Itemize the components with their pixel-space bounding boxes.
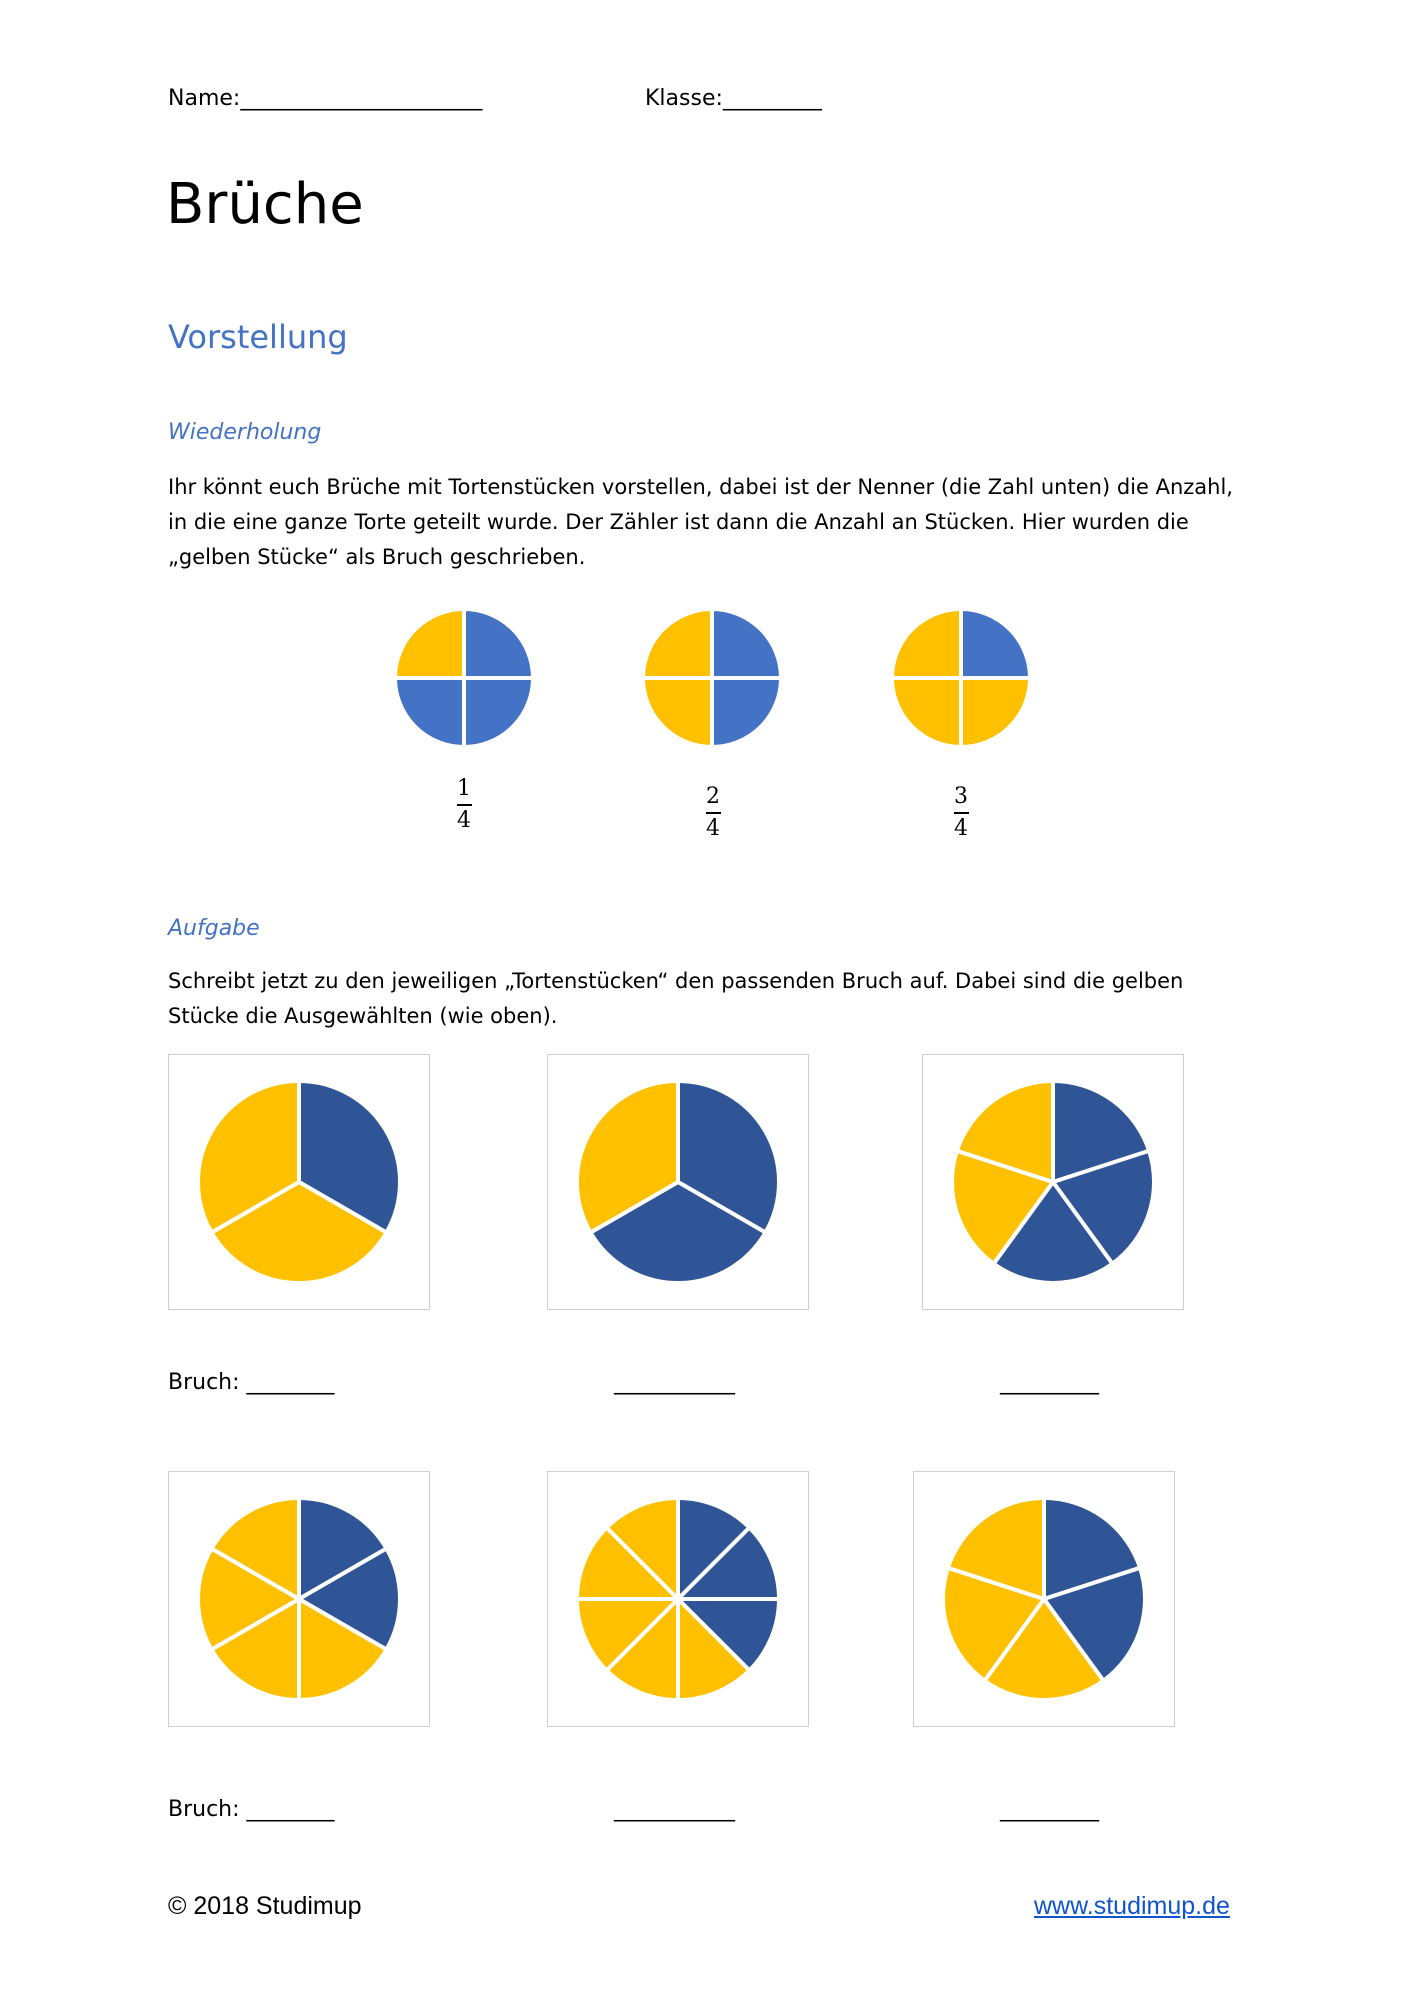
task-paragraph bbox=[168, 964, 1288, 1034]
fraction-bar bbox=[954, 812, 969, 814]
task-line: Stücke die Ausgewählten (wie oben). bbox=[168, 1004, 558, 1028]
task-pie-box bbox=[547, 1054, 809, 1310]
example-fraction bbox=[931, 784, 991, 842]
pie-slice-yellow bbox=[961, 678, 1030, 747]
example-pie-chart bbox=[890, 607, 1032, 749]
answer-blank[interactable]: Bruch: ________ bbox=[168, 1797, 335, 1822]
task-pie-chart bbox=[548, 1472, 808, 1726]
pie-slice-yellow bbox=[643, 678, 712, 747]
task-line: Schreibt jetzt zu den jeweiligen „Tortenstücken“ den passenden Bruch auf. Dabei sind die gelben bbox=[168, 969, 1184, 993]
pie-slice-yellow bbox=[892, 609, 961, 678]
fraction-denominator: 4 bbox=[457, 808, 471, 833]
footer-copyright: © 2018 Studimup bbox=[168, 1892, 362, 1920]
task-pie-chart bbox=[548, 1055, 808, 1309]
fraction-denominator: 4 bbox=[706, 816, 720, 841]
fraction-bar bbox=[457, 804, 472, 806]
fraction-bar bbox=[706, 812, 721, 814]
pie-slice-yellow bbox=[892, 678, 961, 747]
pie-slice-yellow bbox=[395, 609, 464, 678]
task-pie-box bbox=[168, 1054, 430, 1310]
class-field-label: Klasse:_________ bbox=[645, 86, 822, 111]
task-pie-chart bbox=[169, 1472, 429, 1726]
task-pie-chart bbox=[923, 1055, 1183, 1309]
task-pie-chart bbox=[169, 1055, 429, 1309]
section-heading: Vorstellung bbox=[168, 318, 348, 356]
fraction-numerator: 1 bbox=[457, 776, 471, 801]
fraction-numerator: 3 bbox=[954, 784, 968, 809]
pie-slice-blue bbox=[712, 678, 781, 747]
answer-blank[interactable]: ___________ bbox=[614, 1370, 735, 1395]
pie-slice-blue bbox=[395, 678, 464, 747]
example-pie-chart bbox=[393, 607, 535, 749]
name-field-label: Name:______________________ bbox=[168, 86, 483, 111]
review-line: in die eine ganze Torte geteilt wurde. Der Zähler ist dann die Anzahl an Stücken. Hier wurden die bbox=[168, 510, 1189, 534]
example-fraction bbox=[434, 776, 494, 834]
page-title: Brüche bbox=[166, 172, 364, 237]
review-line: Ihr könnt euch Brüche mit Tortenstücken vorstellen, dabei ist der Nenner (die Zahl unten) die Anzahl, bbox=[168, 475, 1233, 499]
review-line: „gelben Stücke“ als Bruch geschrieben. bbox=[168, 545, 586, 569]
fraction-denominator: 4 bbox=[954, 816, 968, 841]
review-paragraph bbox=[168, 470, 1288, 575]
task-pie-box bbox=[547, 1471, 809, 1727]
pie-slice-blue bbox=[961, 609, 1030, 678]
example-fraction bbox=[683, 784, 743, 842]
task-pie-box bbox=[168, 1471, 430, 1727]
review-heading: Wiederholung bbox=[168, 420, 322, 445]
pie-slice-blue bbox=[712, 609, 781, 678]
task-pie-box bbox=[913, 1471, 1175, 1727]
example-pie-chart bbox=[641, 607, 783, 749]
answer-blank[interactable]: ___________ bbox=[614, 1797, 735, 1822]
task-pie-box bbox=[922, 1054, 1184, 1310]
answer-blank[interactable]: _________ bbox=[1000, 1370, 1099, 1395]
task-pie-chart bbox=[914, 1472, 1174, 1726]
footer-website-link[interactable]: www.studimup.de bbox=[1034, 1892, 1230, 1920]
fraction-numerator: 2 bbox=[706, 784, 720, 809]
pie-slice-yellow bbox=[643, 609, 712, 678]
answer-blank[interactable]: Bruch: ________ bbox=[168, 1370, 335, 1395]
answer-blank[interactable]: _________ bbox=[1000, 1797, 1099, 1822]
task-heading: Aufgabe bbox=[168, 916, 260, 941]
pie-slice-blue bbox=[464, 609, 533, 678]
pie-slice-blue bbox=[464, 678, 533, 747]
